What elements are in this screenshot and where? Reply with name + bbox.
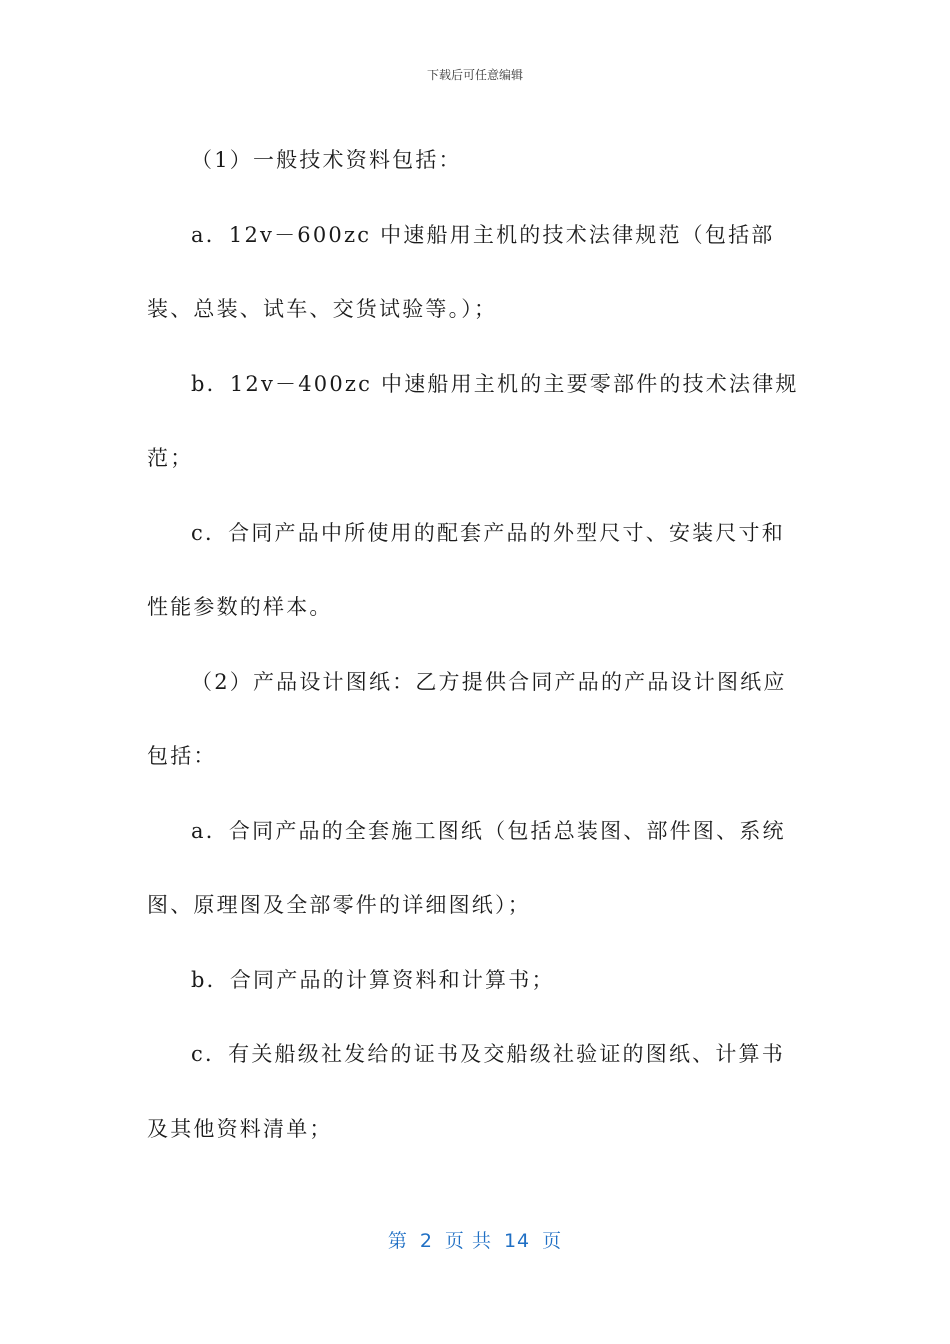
header-note: 下载后可任意编辑	[426, 68, 523, 82]
paragraph-item-c-samples: c．合同产品中所使用的配套产品的外型尺寸、安装尺寸和性能参数的样本。	[147, 520, 785, 619]
paragraph-general-info: （1）一般技术资料包括：	[191, 148, 462, 172]
footer-total-pages: 14	[503, 1230, 531, 1252]
paragraph-item-a-main-engine-spec: a．12v－600zc 中速船用主机的技术法律规范（包括部装、总装、试车、交货试验等。）；	[147, 222, 775, 321]
paragraph-item-c-certificates: c．有关船级社发给的证书及交船级社验证的图纸、计算书及其他资料清单；	[147, 1042, 785, 1141]
footer-label-total: 页 共	[444, 1230, 492, 1252]
footer-label-end: 页	[542, 1230, 563, 1252]
paragraph-design-drawings: （2）产品设计图纸：乙方提供合同产品的产品设计图纸应包括：	[147, 669, 787, 768]
page-footer	[0, 1226, 950, 1253]
paragraph-item-a-drawings: a．合同产品的全套施工图纸（包括总装图、部件图、系统图、原理图及全部零件的详细图纸）；	[147, 818, 786, 917]
paragraph-item-b-parts-spec: b．12v－400zc 中速船用主机的主要零部件的技术法律规范；	[147, 371, 799, 470]
paragraph-item-b-calculations: b．合同产品的计算资料和计算书；	[191, 967, 555, 992]
document-body	[147, 123, 807, 1166]
footer-current-page: 2	[419, 1230, 433, 1252]
footer-label-page: 第	[387, 1230, 408, 1252]
